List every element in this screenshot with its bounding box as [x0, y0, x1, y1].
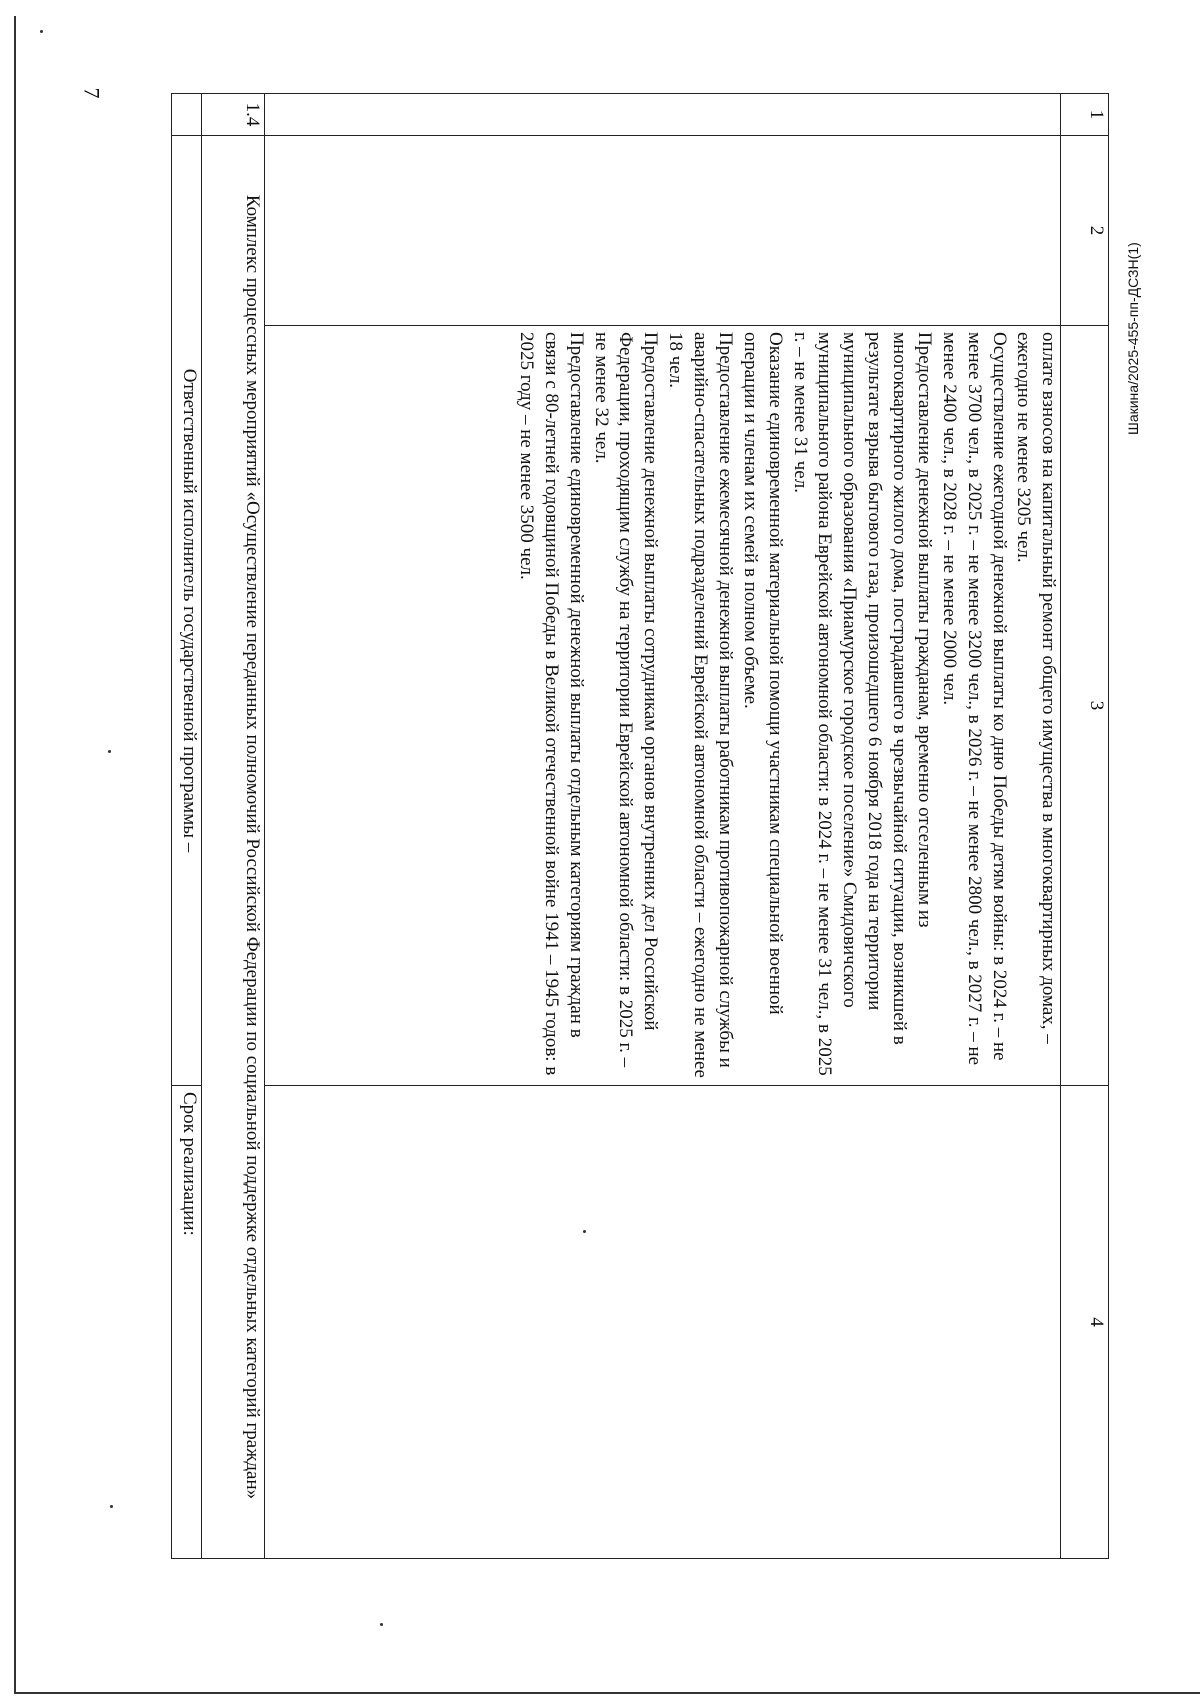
column-header: 1: [1061, 94, 1109, 136]
table-row-responsible: [172, 94, 202, 1559]
row-number: 1.4: [201, 94, 264, 136]
page-number: 7: [79, 87, 105, 99]
table-cell-col2: [265, 136, 1061, 326]
column-header: 4: [1061, 1086, 1109, 1559]
table-cell-col1: [265, 94, 1061, 136]
indicator-paragraph: Оказание единовременной материальной помощи участникам специальной военной операции и членам их семей в полном объеме.: [739, 332, 786, 1015]
table-row: [265, 94, 1061, 1559]
indicator-paragraph: оплате взносов на капитальный ремонт общего имущества в многоквартирных домах, – ежегодно не менее 3205 чел.: [1013, 332, 1060, 1044]
table-cell-empty: [172, 94, 202, 136]
term-label: Срок реализации:: [172, 1086, 202, 1559]
table-cell-col4: [265, 1086, 1061, 1559]
table-row-1-4: [201, 94, 264, 1559]
table-header-row: [1061, 94, 1109, 1559]
indicator-paragraph: Осуществление ежегодной денежной выплаты ко дню Победы детям войны: в 2024 г. – не менее 3700 чел., в 2025 г. – не менее 3200 чел., в 2026 г. – не менее 2800 чел., в 2027 г. – не менее 2400 чел., в 2028 г. – не менее 2000 чел.: [938, 332, 1010, 1066]
indicator-paragraph: Предоставление денежной выплаты сотрудникам органов внутренних дел Российской Федерации, проходящим службу на территории Еврейской автономной области: в 2025 г. – не менее 32 чел.: [590, 332, 662, 1068]
scan-speck: [380, 1623, 383, 1626]
indicator-paragraph: Предоставление единовременной денежной выплаты отдельным категориям граждан в связи с 80-летней годовщиной Победы в Великой отечественной войне 1941 – 1945 годов: в 2025 году – не менее 3500 чел.: [516, 332, 587, 1076]
footer-document-code: Шакина/2025-455-пп-ДСЗН(1): [1125, 242, 1141, 435]
indicator-paragraph: Предоставление ежемесячной денежной выплаты работникам противопожарной службы и аварийно-спасательных подразделений Еврейской автономной области – ежегодно не менее 18 чел.: [665, 332, 736, 1078]
scan-speck: [110, 1505, 113, 1508]
scan-speck: [40, 30, 43, 33]
responsible-label: Ответственный исполнитель государственной программы –: [172, 136, 202, 1086]
column-header: 2: [1061, 136, 1109, 326]
indicator-paragraph: Предоставление денежной выплаты гражданам, временно отселенным из многоквартирного жилого дома, пострадавшего в чрезвычайной ситуации, возникшей в результате взрыва бытового газа, произошедшего 6 ноября 2018 года на территории муниципального образования «Приамурское городское поселение» Смидовичского муниципального района Еврейской автономной области: в 2024 г. – не менее 31 чел., в 2025 г. – не менее 31 чел.: [789, 332, 935, 1076]
column-header: 3: [1061, 326, 1109, 1086]
program-table: [171, 93, 1109, 1559]
table-cell-col3: [265, 326, 1061, 1086]
scan-speck: [108, 750, 111, 753]
row-title: Комплекс процессных мероприятий «Осуществление переданных полномочий Российской Федерации по социальной поддержке отдельных категорий граждан»: [201, 136, 264, 1559]
